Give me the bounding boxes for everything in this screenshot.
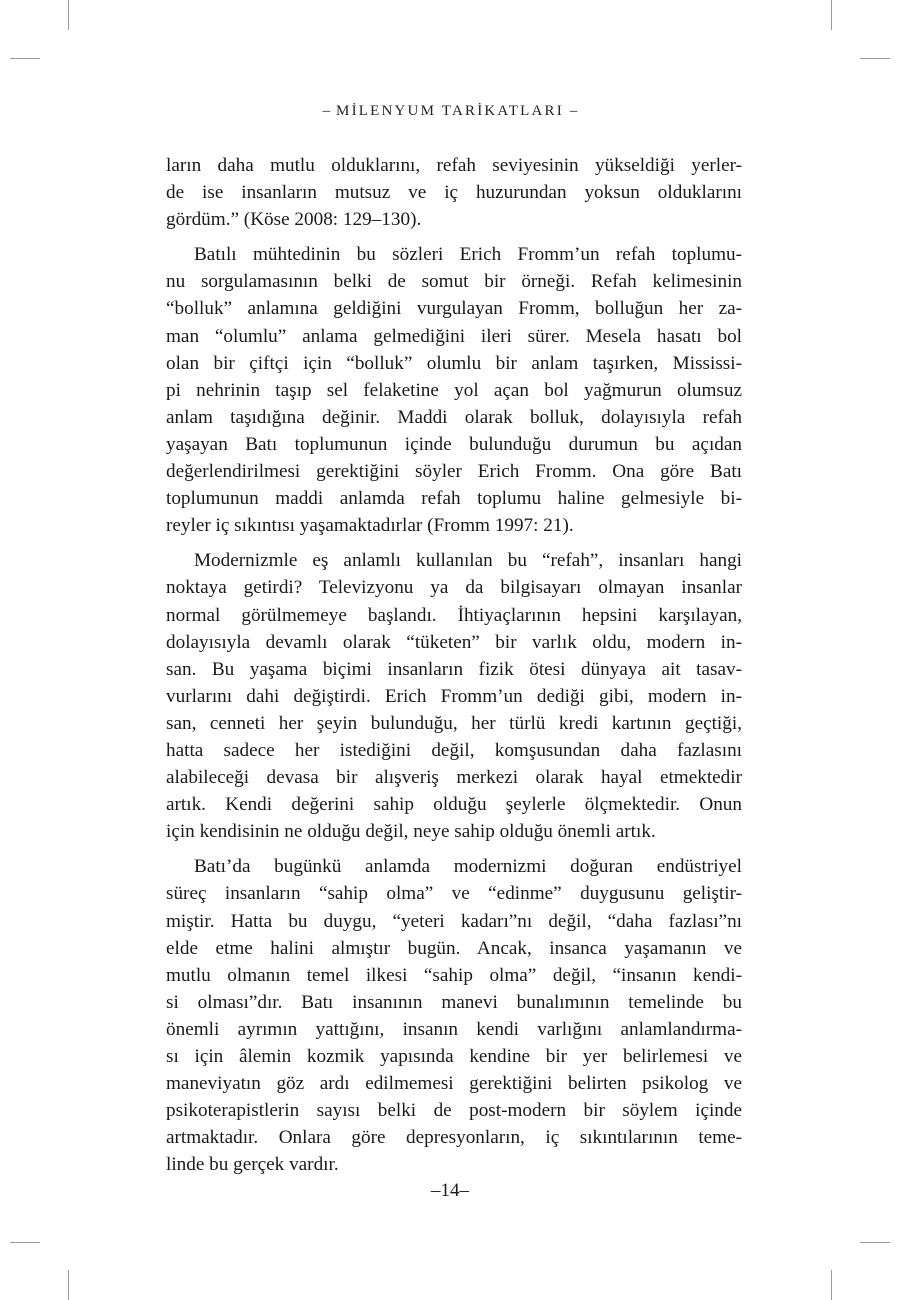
header-dash-left: –: [322, 103, 331, 119]
text-line: vurlarını dahi değiştirdi. Erich Fromm’un dediği gibi, modern in-: [166, 685, 742, 707]
text-line: hatta sadece her istediğini değil, komşusundan daha fazlasını: [166, 739, 742, 761]
text-line: önemli ayrımın yattığını, insanın kendi varlığını anlamlandırma-: [166, 1018, 742, 1040]
text-line: de ise insanların mutsuz ve iç huzurundan yoksun olduklarını: [166, 182, 742, 204]
paragraph: [166, 241, 742, 539]
text-line: ların daha mutlu olduklarını, refah seviyesinin yükseldiği yerler-: [166, 155, 742, 176]
text-line: man “olumlu” anlama gelmediğini ileri sürer. Mesela hasatı bol: [166, 325, 742, 347]
text-line: si olması”dır. Batı insanının manevi bunalımının temelinde bu: [166, 991, 742, 1013]
text-line: artık. Kendi değerini sahip olduğu şeylerle ölçmektedir. Onun: [166, 794, 742, 816]
paragraph: [166, 853, 742, 1178]
crop-mark-left-bottom: [10, 1242, 40, 1243]
text-line: sı için âlemin kozmik yapısında kendine bir yer belirlemesi ve: [166, 1046, 742, 1067]
text-line: değerlendirilmesi gerektiğini söyler Erich Fromm. Ona göre Batı: [166, 461, 742, 483]
crop-mark-top-left: [68, 0, 69, 30]
text-line: mutlu olmanın temel ilkesi “sahip olma” değil, “insanın kendi-: [166, 964, 742, 986]
text-line: reyler iç sıkıntısı yaşamaktadırlar (Fromm 1997: 21).: [166, 515, 574, 537]
crop-mark-right-bottom: [860, 1242, 890, 1243]
crop-mark-left-top: [10, 58, 40, 59]
text-line: toplumunun maddi anlamda refah toplumu haline gelmesiyle bi-: [166, 488, 742, 510]
text-line: nu sorgulamasının belki de somut bir örneği. Refah kelimesinin: [166, 271, 742, 293]
text-line: gördüm.” (Köse 2008: 129–130).: [166, 209, 422, 231]
text-line: alabileceği devasa bir alışveriş merkezi olarak hayal etmektedir: [166, 767, 742, 789]
header-title: MİLENYUM TARİKATLARI: [336, 103, 564, 119]
crop-mark-top-right: [831, 0, 832, 30]
body-text: [166, 152, 742, 1186]
text-line: miştir. Hatta bu duygu, “yeteri kadarı”nı değil, “daha fazlası”nı: [166, 910, 742, 932]
text-line: elde etme halini almıştır bugün. Ancak, insanca yaşamanın ve: [166, 937, 742, 959]
text-line: Modernizmle eş anlamlı kullanılan bu “refah”, insanları hangi: [194, 550, 742, 572]
text-line: pi nehrinin taşıp sel felaketine yol açan bol yağmurun olumsuz: [166, 379, 742, 401]
text-line: için kendisinin ne olduğu değil, neye sahip olduğu önemli artık.: [166, 821, 656, 843]
text-line: süreç insanların “sahip olma” ve “edinme” duygusunu geliştir-: [166, 883, 742, 905]
paragraph: [166, 547, 742, 845]
page-number: –14–: [431, 1180, 469, 1201]
text-line: Batı’da bugünkü anlamda modernizmi doğuran endüstriyel: [194, 856, 742, 878]
crop-mark-bottom-right: [831, 1270, 832, 1300]
text-line: san. Bu yaşama biçimi insanların fizik ötesi dünyaya ait tasav-: [166, 658, 742, 680]
text-line: linde bu gerçek vardır.: [166, 1154, 339, 1176]
crop-mark-right-top: [860, 58, 890, 59]
text-line: maneviyatın göz ardı edilmemesi gerektiğini belirten psikolog ve: [166, 1073, 742, 1095]
running-header: [0, 103, 900, 120]
text-line: Batılı mühtedinin bu sözleri Erich Fromm’un refah toplumu-: [194, 244, 742, 266]
header-dash-right: –: [569, 103, 578, 119]
text-line: yaşayan Batı toplumunun içinde bulunduğu durumun bu açıdan: [166, 433, 742, 455]
text-line: psikoterapistlerin sayısı belki de post-modern bir söylem içinde: [166, 1100, 742, 1122]
crop-mark-bottom-left: [68, 1270, 69, 1300]
text-line: normal görülmemeye başlandı. İhtiyaçlarının hepsini karşılayan,: [166, 604, 742, 626]
text-line: “bolluk” anlamına geldiğini vurgulayan Fromm, bolluğun her za-: [166, 298, 742, 320]
text-line: olan bir çiftçi için “bolluk” olumlu bir anlam taşırken, Mississi-: [166, 352, 742, 374]
paragraph: [166, 152, 742, 233]
text-line: dolayısıyla devamlı olarak “tüketen” bir varlık oldu, modern in-: [166, 631, 742, 653]
text-line: san, cenneti her şeyin bulunduğu, her türlü kredi kartının geçtiği,: [166, 712, 742, 734]
text-line: anlam taşıdığına değinir. Maddi olarak bolluk, dolayısıyla refah: [166, 406, 742, 428]
text-line: artmaktadır. Onlara göre depresyonların, iç sıkıntılarının teme-: [166, 1127, 742, 1149]
text-line: noktaya getirdi? Televizyonu ya da bilgisayarı olmayan insanlar: [166, 577, 742, 599]
